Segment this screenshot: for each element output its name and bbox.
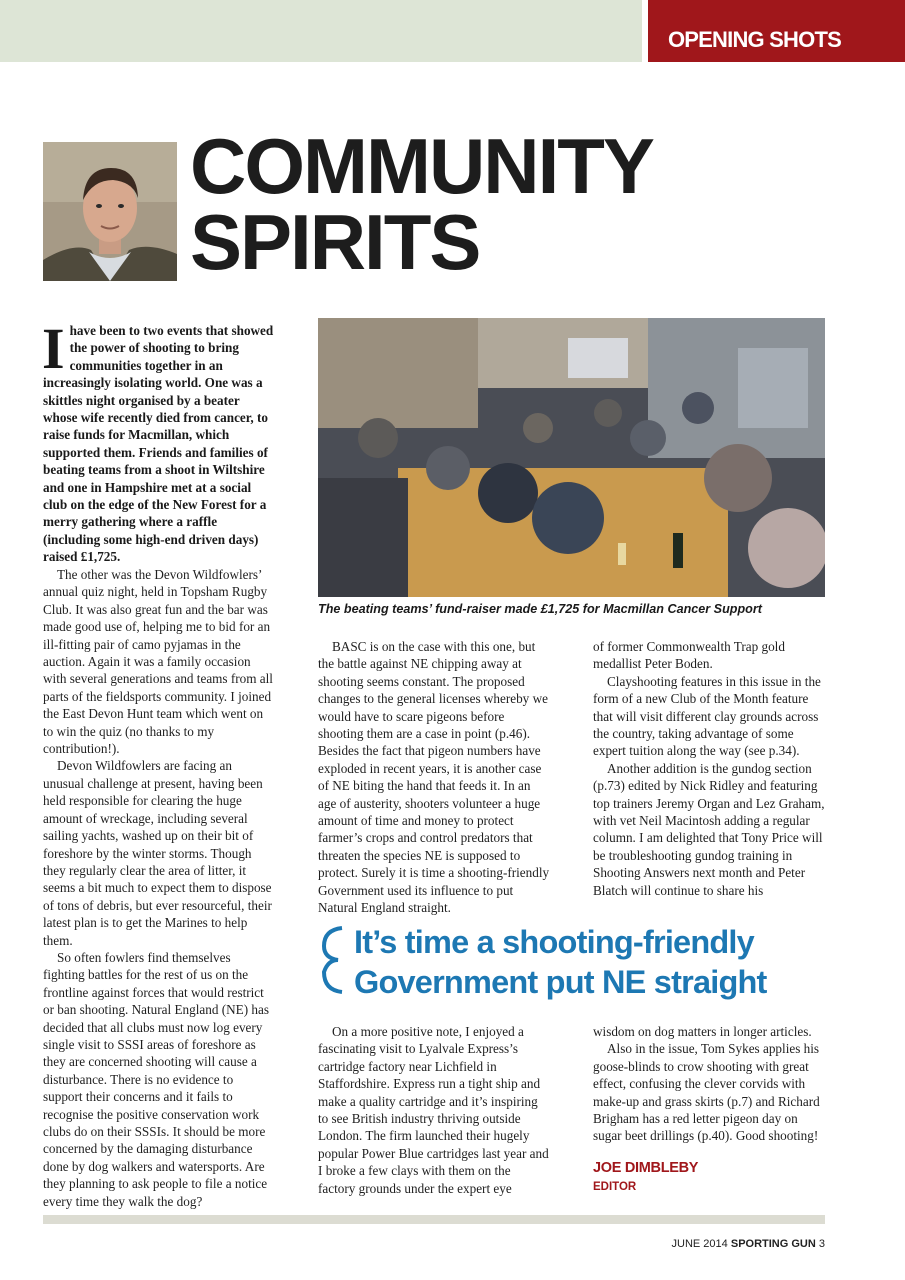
paragraph: Devon Wildfowlers are facing an unusual challenge at present, having been held responsible for clearing the huge amount of wreckage, including several sailing yachts, washed up on their bit of foreshore by the winter storms. Though they regularly clear the area of litter, it seems a bit much to expect them to dispose of tons of debris, but ever resourceful, their latest plan is to get the Marines to help them. [43, 758, 272, 948]
drop-cap: I [42, 316, 65, 381]
pull-quote-line-1: It’s time a shooting-friendly [354, 924, 754, 960]
pull-quote-text [354, 922, 767, 1002]
section-label: OPENING SHOTS [668, 27, 841, 52]
issue-date: JUNE 2014 [671, 1238, 728, 1250]
paragraph: So often fowlers find themselves fighting battles for the rest of us on the frontline against forces that would restrict or ban shooting. Natural England (NE) has decided that all clubs must now log every single visit to SSSI areas of foreshore as they are concerned shooting will cause a disturbance. There is no evidence to support their concerns and it fails to recognise the positive conservation work clubs do on their SSSIs. It should be more concerned by the damaging disturbance done by dog walkers and watersports. Are they planning to ask people to file a notice every time they walk the dog? [43, 949, 269, 1209]
paragraph: The other was the Devon Wildfowlers’ annual quiz night, held in Topsham Rugby Club. It was also great fun and the bar was made good use of, helping me to bid for an ill-fitting pair of camo pyjamas in the auction. Again it was a family occasion with several generations and teams from all parts of the fieldsports community. I joined the East Devon Hunt team which went on to win the quiz (no thanks to my contribution!). [43, 567, 273, 757]
author-name: JOE DIMBLEBY [593, 1160, 699, 1176]
footer-bar [43, 1215, 825, 1224]
author-role: EDITOR [593, 1181, 637, 1193]
paragraph: Another addition is the gundog section (p.73) edited by Nick Ridley and featuring top trainers Jeremy Organ and Lez Graham, with vet Neil Macintosh adding a regular column. I am delighted that Tony Price will be troubleshooting gundog training in Shooting Answers next month and Peter Blatch will continue to share his [593, 760, 825, 898]
intro-text: have been to two events that showed the power of shooting to bring communities together in an increasingly isolating world. One was a skittles night organised by a beater whose wife recently died from cancer, to raise funds for Macmillan, which supported them. Friends and families of beating teams from a shoot in Wiltshire and one in Hampshire met at a social club on the edge of the New Forest for a merry gathering where a raffle (including some high-end driven days) raised £1,725. [43, 323, 274, 565]
paragraph: wisdom on dog matters in longer articles. [593, 1024, 812, 1039]
photo-caption: The beating teams’ fund-raiser made £1,725 for Macmillan Cancer Support [318, 602, 762, 616]
column-2-bottom [318, 1023, 550, 1197]
page-number: 3 [818, 1238, 825, 1250]
article-title [190, 122, 653, 286]
paragraph: Also in the issue, Tom Sykes applies his goose-blinds to crow shooting with great effect, confusing the clever corvids with make-up and grass skirts (p.7) and Richard Brigham has a red letter pigeon day on sugar beet drillings (p.40). Good shooting! [593, 1041, 820, 1144]
header-bar [0, 0, 642, 62]
paragraph: of former Commonwealth Trap gold medallist Peter Boden. [593, 639, 785, 672]
intro-paragraph [42, 316, 275, 566]
quote-mark-icon [314, 922, 354, 1002]
folio [672, 1238, 825, 1250]
paragraph: On a more positive note, I enjoyed a fascinating visit to Lyalvale Express’s cartridge factory near Lichfield in Staffordshire. Express run a tight ship and make a quality cartridge and it’s inspiring to see British industry thriving outside London. The firm launched their hugely popular Power Blue cartridges last year and I broke a few clays with them on the factory grounds under the expert eye [318, 1024, 549, 1196]
column-2-top [318, 638, 550, 917]
paragraph: Clayshooting features in this issue in the form of a new Club of the Month feature that will visit different clay grounds across the country, taking advantage of some expert tuition along the way (see p.34). [593, 673, 821, 759]
column-1 [43, 566, 275, 1210]
magazine-name: SPORTING GUN [730, 1238, 816, 1250]
event-photo [318, 318, 825, 597]
editor-portrait [43, 142, 177, 281]
title-line-1: COMMUNITY [190, 122, 653, 210]
column-3-bottom [593, 1023, 825, 1145]
column-3-top [593, 638, 825, 899]
pull-quote-line-2: Government put NE straight [354, 964, 767, 1000]
paragraph: BASC is on the case with this one, but the battle against NE chipping away at shooting seems constant. The proposed changes to the general licenses whereby we would have to scare pigeons before shooting them are a case in point (p.46). Besides the fact that pigeon numbers have exploded in recent years, it is another case of NE biting the hand that feeds it. In an age of austerity, shooters volunteer a huge amount of time and money to protect farmer’s crops and control predators that threaten the species NE is supposed to protect. Surely it is time a shooting-friendly Government used its influence to put Natural England straight. [318, 639, 550, 916]
title-line-2: SPIRITS [190, 198, 480, 286]
